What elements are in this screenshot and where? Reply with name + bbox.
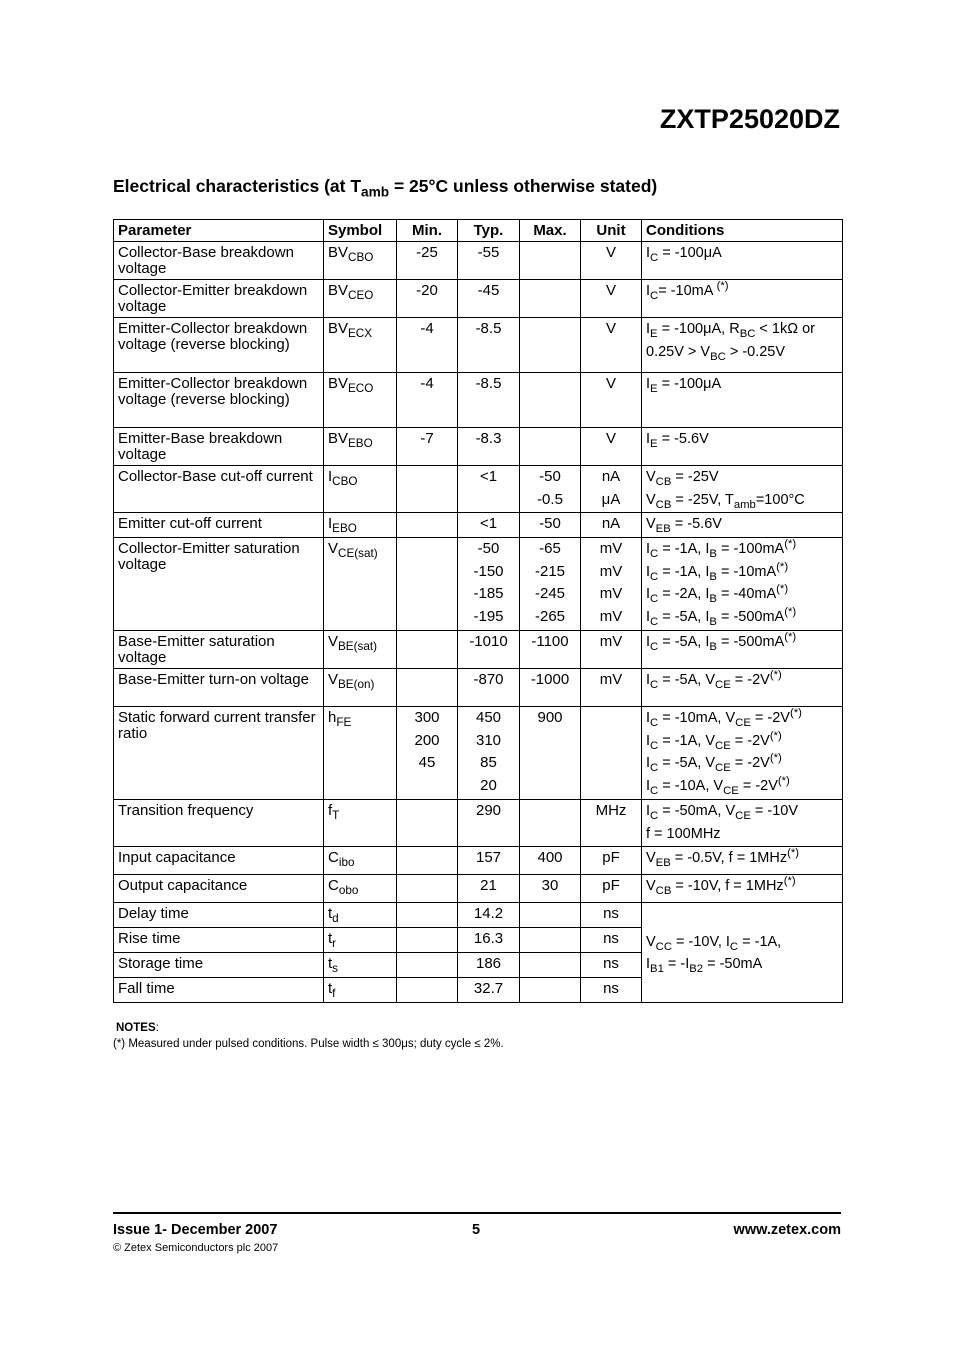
- conditions-cell-value: f = 100MHz: [646, 825, 721, 842]
- unit-cell: ns: [581, 903, 642, 928]
- symbol-base: V: [328, 671, 339, 688]
- typ-cell: [458, 513, 520, 538]
- symbol-subscript: s: [332, 962, 339, 975]
- header-max: Max.: [520, 220, 581, 242]
- unit-cell-value: V: [605, 282, 616, 299]
- min-cell: [397, 538, 458, 631]
- max-cell-value: -1100: [531, 633, 569, 650]
- max-cell: [520, 978, 581, 1003]
- symbol-base: I: [328, 515, 333, 532]
- section-title-subscript: amb: [361, 184, 390, 200]
- unit-cell-value: pF: [602, 877, 620, 894]
- symbol-cell: [324, 928, 397, 953]
- parameter-cell: Collector-Emitter saturation voltage: [114, 538, 324, 631]
- min-cell-value: -7: [420, 430, 434, 447]
- parameter-cell: Base-Emitter turn-on voltage: [114, 669, 324, 707]
- unit-cell-value: V: [605, 375, 616, 392]
- max-cell-value: -265: [534, 607, 566, 625]
- symbol-cell: [324, 466, 397, 513]
- typ-cell: [458, 707, 520, 800]
- conditions-cell: [642, 466, 843, 513]
- table-row: [114, 373, 843, 428]
- symbol-base: t: [328, 980, 333, 997]
- symbol-subscript: obo: [338, 884, 359, 897]
- unit-cell: [581, 847, 642, 875]
- parameter-cell: Static forward current transfer ratio: [114, 707, 324, 800]
- min-cell: [397, 953, 458, 978]
- symbol-cell: [324, 631, 397, 669]
- min-cell: [397, 800, 458, 847]
- max-cell: [520, 538, 581, 631]
- conditions-cell-value: $0.25V > V_{BC} > -0.25V$: [646, 343, 786, 363]
- parameter-cell: Emitter-Collector breakdown voltage (reverse blocking): [114, 318, 324, 373]
- max-cell: [520, 669, 581, 707]
- footer-page-number: 5: [472, 1222, 481, 1238]
- typ-cell-value: -45: [477, 282, 500, 299]
- typ-cell-value: 450: [475, 709, 502, 726]
- unit-cell: [581, 318, 642, 373]
- parameter-cell: Base-Emitter saturation voltage: [114, 631, 324, 669]
- typ-cell-value: -8.5: [475, 320, 502, 337]
- typ-cell-value: 157: [475, 849, 502, 866]
- symbol-base: V: [328, 633, 339, 650]
- typ-cell: [458, 428, 520, 466]
- table-row: [114, 466, 843, 513]
- header-min: Min.: [397, 220, 458, 242]
- symbol-cell: [324, 953, 397, 978]
- typ-cell: [458, 242, 520, 280]
- min-cell: [397, 513, 458, 538]
- max-cell: [520, 875, 581, 903]
- symbol-cell: [324, 707, 397, 800]
- symbol-subscript: CBO: [332, 475, 358, 488]
- min-cell: [397, 903, 458, 928]
- parameter-cell: Rise time: [114, 928, 324, 953]
- symbol-cell: [324, 280, 397, 318]
- symbol-cell: [324, 669, 397, 707]
- symbol-base: BV: [328, 244, 349, 261]
- parameter-cell: Output capacitance: [114, 875, 324, 903]
- parameter-cell: Collector-Base breakdown voltage: [114, 242, 324, 280]
- min-cell-value: 200: [414, 731, 440, 749]
- symbol-base: I: [328, 468, 333, 485]
- table-row: [114, 318, 843, 373]
- typ-cell-value: 85: [480, 754, 497, 771]
- conditions-cell-value: $I_C = -10mA$, $V_{CE} = -2V^{(*)}$: [646, 707, 802, 729]
- typ-cell-value: 290: [475, 802, 502, 819]
- symbol-subscript: ibo: [338, 856, 355, 869]
- typ-cell: [458, 466, 520, 513]
- conditions-cell: [642, 538, 843, 631]
- table-row: [114, 513, 843, 538]
- symbol-cell: [324, 847, 397, 875]
- symbol-subscript: r: [332, 937, 337, 950]
- header-parameter: Parameter: [114, 220, 324, 242]
- symbol-cell: [324, 373, 397, 428]
- conditions-cell-value: $I_C = -5A$, $I_B = -500mA^{(*)}$: [646, 605, 797, 628]
- max-cell: [520, 428, 581, 466]
- unit-cell: [581, 669, 642, 707]
- max-cell: [520, 707, 581, 800]
- footer-website: www.zetex.com: [733, 1222, 841, 1238]
- typ-cell: [458, 847, 520, 875]
- unit-cell-value: μA: [601, 490, 621, 508]
- max-cell: [520, 242, 581, 280]
- unit-cell: [581, 631, 642, 669]
- unit-cell-value: nA: [601, 468, 621, 485]
- part-number: ZXTP25020DZ: [659, 104, 840, 134]
- typ-cell: [458, 631, 520, 669]
- section-title-suffix: = 25°C unless otherwise stated): [389, 176, 658, 196]
- table-row: [114, 800, 843, 847]
- conditions-cell-value: $I_C = -2A$, $I_B = -40mA^{(*)}$: [646, 583, 789, 605]
- conditions-cell-value: $I_C = -1A$, $I_B = -100mA^{(*)}$: [646, 538, 797, 560]
- conditions-cell: [642, 875, 843, 903]
- conditions-cell-value: $I_C = -50mA$, $V_{CE} = -10V$: [646, 803, 799, 822]
- max-cell-value: -1000: [530, 671, 570, 688]
- parameter-cell: Emitter cut-off current: [114, 513, 324, 538]
- unit-cell-value: mV: [599, 607, 623, 625]
- typ-cell-value: -1010: [469, 633, 508, 650]
- max-cell-value: 900: [537, 709, 563, 726]
- max-cell-value: -50: [539, 468, 561, 485]
- min-cell: [397, 847, 458, 875]
- unit-cell: [581, 800, 642, 847]
- table-row: [114, 631, 843, 669]
- symbol-base: t: [328, 930, 333, 947]
- conditions-cell-value: $V_{EB} = -5.6V$: [646, 516, 722, 535]
- conditions-cell-value: $V_{CB} = -10V$, f = 1MHz(*): [646, 875, 796, 897]
- table-row: [114, 242, 843, 280]
- conditions-cell-value: $I_C = -10A$, $V_{CE} = -2V^{(*)}$: [646, 774, 790, 797]
- min-cell: [397, 466, 458, 513]
- typ-cell-value: <1: [479, 468, 498, 485]
- typ-cell-value: <1: [479, 515, 498, 532]
- unit-cell: [581, 538, 642, 631]
- min-cell: [397, 318, 458, 373]
- min-cell: [397, 373, 458, 428]
- footer-issue: Issue 1- December 2007: [113, 1222, 278, 1238]
- typ-cell: 16.3: [458, 928, 520, 953]
- notes: [113, 1020, 504, 1052]
- symbol-cell: [324, 428, 397, 466]
- unit-cell: [581, 707, 642, 800]
- typ-cell: [458, 800, 520, 847]
- max-cell: [520, 373, 581, 428]
- conditions-cell-value: $I_C= -10mA$ (*): [646, 280, 729, 302]
- unit-cell-value: mV: [599, 633, 623, 650]
- symbol-subscript: CBO: [348, 251, 374, 264]
- max-cell-value: 30: [541, 877, 559, 894]
- header-conditions: Conditions: [642, 220, 843, 242]
- conditions-cell-value: $I_C = -1A$, $I_B = -10mA^{(*)}$: [646, 560, 789, 583]
- symbol-base: C: [328, 877, 339, 894]
- parameter-cell: Collector-Base cut-off current: [114, 466, 324, 513]
- table-row: [114, 847, 843, 875]
- typ-cell-value: -8.5: [475, 375, 502, 392]
- switching-conditions-cell-value: $V_{CC} = -10V$, $I_C = -1A$,: [646, 933, 782, 953]
- symbol-subscript: ECO: [348, 382, 374, 395]
- parameter-cell: Fall time: [114, 978, 324, 1003]
- typ-cell-value: -150: [473, 562, 504, 580]
- typ-cell: [458, 875, 520, 903]
- footer-copyright: © Zetex Semiconductors plc 2007: [113, 1242, 279, 1254]
- min-cell: [397, 928, 458, 953]
- symbol-subscript: ECX: [348, 327, 373, 340]
- notes-text: (*) Measured under pulsed conditions. Pulse width ≤ 300μs; duty cycle ≤ 2%.: [113, 1038, 504, 1050]
- typ-cell-value: -50: [477, 540, 500, 557]
- unit-cell: ns: [581, 978, 642, 1003]
- max-cell: [520, 631, 581, 669]
- max-cell: [520, 318, 581, 373]
- parameter-cell: Storage time: [114, 953, 324, 978]
- min-cell: [397, 978, 458, 1003]
- conditions-cell: [642, 669, 843, 707]
- unit-cell: [581, 428, 642, 466]
- typ-cell: [458, 669, 520, 707]
- symbol-subscript: f: [332, 987, 336, 1000]
- table-header-row: [114, 220, 843, 242]
- typ-cell: [458, 280, 520, 318]
- symbol-base: C: [328, 849, 339, 866]
- min-cell-value: -4: [420, 320, 434, 337]
- conditions-cell: [642, 428, 843, 466]
- unit-cell-value: mV: [599, 585, 623, 602]
- table-row: [114, 538, 843, 631]
- conditions-cell: [642, 847, 843, 875]
- symbol-cell: [324, 318, 397, 373]
- conditions-cell-value: $V_{CB} = -25V$, $T_{amb}=100^\circ C$: [646, 491, 805, 511]
- unit-cell: ns: [581, 928, 642, 953]
- symbol-cell: [324, 538, 397, 631]
- max-cell: [520, 847, 581, 875]
- conditions-cell-value: $I_C = -100\mu A$: [646, 245, 722, 264]
- header-unit: Unit: [581, 220, 642, 242]
- switching-conditions-cell-value: $I_{B1} = -I_{B2} = -50mA$: [646, 956, 763, 976]
- conditions-cell: [642, 318, 843, 373]
- table-row: [114, 903, 843, 928]
- symbol-subscript: T: [332, 809, 340, 822]
- parameter-cell: Delay time: [114, 903, 324, 928]
- typ-cell-value: -195: [473, 607, 504, 625]
- unit-cell-value: mV: [599, 671, 623, 688]
- symbol-base: t: [328, 905, 333, 922]
- footer-divider: [113, 1212, 841, 1214]
- symbol-base: V: [328, 540, 339, 557]
- conditions-cell-value: $I_C = -5A$, $I_B = -500mA^{(*)}$: [646, 631, 797, 653]
- parameter-cell: Emitter-Base breakdown voltage: [114, 428, 324, 466]
- table-row: [114, 428, 843, 466]
- max-cell-value: -65: [539, 540, 561, 557]
- min-cell: [397, 631, 458, 669]
- conditions-cell-value: $I_C = -5A$, $V_{CE} = -2V^{(*)}$: [646, 669, 782, 691]
- unit-cell: ns: [581, 953, 642, 978]
- min-cell-value: 300: [414, 709, 440, 726]
- unit-cell-value: mV: [599, 540, 623, 557]
- parameter-cell: Emitter-Collector breakdown voltage (reverse blocking): [114, 373, 324, 428]
- min-cell: [397, 669, 458, 707]
- notes-colon: :: [155, 1022, 159, 1034]
- switching-conditions-cell: [642, 903, 843, 1003]
- symbol-base: BV: [328, 320, 349, 337]
- min-cell: [397, 428, 458, 466]
- table-row: [114, 707, 843, 800]
- unit-cell-value: nA: [601, 515, 621, 532]
- unit-cell-value: V: [605, 320, 616, 337]
- parameter-cell: Collector-Emitter breakdown voltage: [114, 280, 324, 318]
- max-cell: [520, 903, 581, 928]
- max-cell-value: 400: [537, 849, 563, 866]
- typ-cell-value: 21: [480, 877, 497, 894]
- min-cell: [397, 242, 458, 280]
- conditions-cell-value: $I_C = -5A$, $V_{CE} = -2V^{(*)}$: [646, 752, 782, 774]
- symbol-subscript: BE(sat): [338, 640, 377, 653]
- max-cell: [520, 513, 581, 538]
- symbol-cell: [324, 242, 397, 280]
- max-cell-value: -50: [539, 515, 561, 532]
- conditions-cell-value: $I_E = -5.6V$: [646, 431, 709, 450]
- table-row: [114, 280, 843, 318]
- typ-cell-value: -870: [473, 671, 504, 688]
- section-title: [113, 176, 658, 200]
- symbol-subscript: d: [332, 912, 339, 925]
- conditions-cell: [642, 280, 843, 318]
- unit-cell-value: pF: [602, 849, 620, 866]
- conditions-cell-value: $I_C = -1A$, $V_{CE} = -2V^{(*)}$: [646, 729, 782, 752]
- unit-cell: [581, 242, 642, 280]
- typ-cell-value: -55: [477, 244, 500, 261]
- conditions-cell: [642, 242, 843, 280]
- symbol-subscript: FE: [336, 716, 352, 729]
- conditions-cell: [642, 800, 843, 847]
- conditions-cell: [642, 631, 843, 669]
- min-cell: [397, 280, 458, 318]
- min-cell-value: -4: [420, 375, 434, 392]
- max-cell: [520, 800, 581, 847]
- unit-cell: [581, 373, 642, 428]
- symbol-cell: [324, 513, 397, 538]
- typ-cell-value: -185: [473, 585, 504, 602]
- unit-cell-value: MHz: [595, 802, 627, 819]
- section-title-prefix: Electrical characteristics (at T: [113, 176, 362, 196]
- conditions-cell-value: $I_E = -100\mu A$, $R_{BC} < 1k\Omega$ or: [646, 321, 815, 340]
- unit-cell: [581, 280, 642, 318]
- symbol-subscript: EBO: [348, 437, 373, 450]
- max-cell: [520, 953, 581, 978]
- symbol-base: BV: [328, 282, 349, 299]
- min-cell: [397, 875, 458, 903]
- typ-cell-value: 310: [475, 731, 502, 749]
- electrical-characteristics-table: [113, 219, 843, 1003]
- typ-cell: 14.2: [458, 903, 520, 928]
- max-cell-value: -0.5: [537, 490, 563, 508]
- max-cell: [520, 280, 581, 318]
- typ-cell-value: -8.3: [475, 430, 502, 447]
- max-cell-value: -215: [534, 562, 566, 580]
- typ-cell: [458, 318, 520, 373]
- min-cell-value: 45: [418, 754, 436, 771]
- typ-cell: 186: [458, 953, 520, 978]
- unit-cell-value: mV: [599, 562, 623, 580]
- min-cell-value: -20: [416, 282, 438, 299]
- parameter-cell: Transition frequency: [114, 800, 324, 847]
- unit-cell: [581, 513, 642, 538]
- unit-cell: [581, 466, 642, 513]
- symbol-cell: [324, 978, 397, 1003]
- max-cell: [520, 466, 581, 513]
- notes-title: NOTES: [116, 1022, 156, 1034]
- symbol-subscript: CE(sat): [338, 547, 378, 560]
- unit-cell-value: V: [605, 244, 616, 261]
- header-symbol: Symbol: [324, 220, 397, 242]
- symbol-base: t: [328, 955, 333, 972]
- min-cell-value: -25: [416, 244, 438, 261]
- min-cell: [397, 707, 458, 800]
- conditions-cell-value: $V_{CB} = -25V$: [646, 469, 719, 488]
- parameter-cell: Input capacitance: [114, 847, 324, 875]
- table-row: [114, 669, 843, 707]
- symbol-cell: [324, 875, 397, 903]
- typ-cell: 32.7: [458, 978, 520, 1003]
- conditions-cell: [642, 513, 843, 538]
- unit-cell: [581, 875, 642, 903]
- conditions-cell: [642, 707, 843, 800]
- typ-cell: [458, 538, 520, 631]
- symbol-base: f: [328, 802, 333, 819]
- max-cell-value: -245: [534, 585, 566, 602]
- unit-cell-value: V: [605, 430, 616, 447]
- typ-cell-value: 20: [480, 776, 497, 794]
- header-typ: Typ.: [458, 220, 520, 242]
- symbol-base: BV: [328, 375, 349, 392]
- conditions-cell-value: $I_E = -100\mu A$: [646, 376, 722, 395]
- table-row: [114, 875, 843, 903]
- symbol-base: BV: [328, 430, 349, 447]
- max-cell: [520, 928, 581, 953]
- symbol-subscript: CEO: [348, 289, 374, 302]
- symbol-cell: [324, 903, 397, 928]
- typ-cell: [458, 373, 520, 428]
- symbol-cell: [324, 800, 397, 847]
- symbol-base: h: [328, 709, 337, 726]
- symbol-subscript: EBO: [332, 522, 357, 535]
- symbol-subscript: BE(on): [338, 678, 375, 691]
- conditions-cell-value: $V_{EB} = -0.5V$, f = 1MHz(*): [646, 847, 799, 869]
- conditions-cell: [642, 373, 843, 428]
